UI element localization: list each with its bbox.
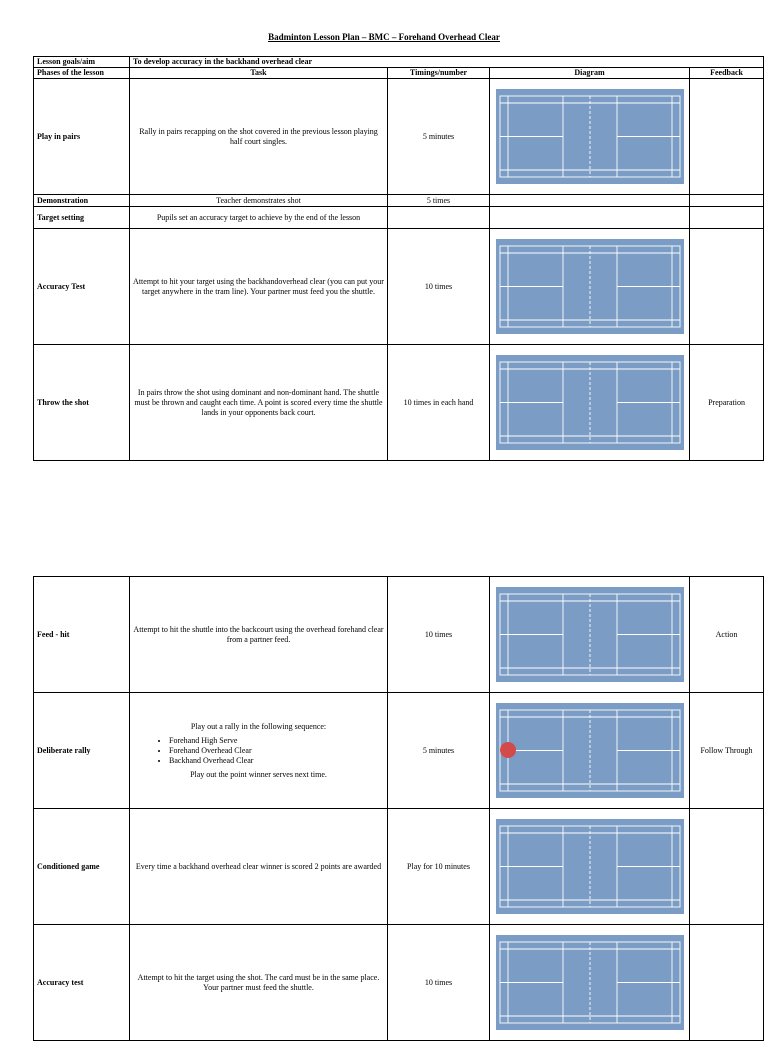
badminton-court-diagram <box>496 89 684 184</box>
task-cell: In pairs throw the shot using dominant and non-dominant hand. The shuttle must be thrown and caught each time. A point is scored every time the shuttle lands in your opponents back court. <box>130 345 388 461</box>
timing-cell: 5 times <box>388 195 490 207</box>
diagram-cell <box>490 577 690 693</box>
badminton-court-diagram <box>496 239 684 334</box>
feedback-cell <box>690 809 764 925</box>
task-cell: Attempt to hit the shuttle into the backcourt using the overhead forehand clear from a partner feed. <box>130 577 388 693</box>
phase-cell: Target setting <box>34 207 130 229</box>
feedback-cell: Action <box>690 577 764 693</box>
timing-cell: Play for 10 minutes <box>388 809 490 925</box>
sequence-outro: Play out the point winner serves next time. <box>190 769 327 779</box>
timing-cell: 10 times <box>388 925 490 1041</box>
task-cell: Attempt to hit your target using the backhandoverhead clear (you can put your target anywhere in the tram line). Your partner must feed you the shuttle. <box>130 229 388 345</box>
list-item: • Forehand Overhead Clear <box>169 746 384 756</box>
table-row <box>34 809 764 925</box>
diagram-cell <box>490 925 690 1041</box>
header-row <box>34 68 764 79</box>
diagram-cell <box>490 345 690 461</box>
task-cell: Pupils set an accuracy target to achieve by the end of the lesson <box>130 207 388 229</box>
feedback-cell <box>690 195 764 207</box>
feedback-cell <box>690 925 764 1041</box>
goals-label: Lesson goals/aim <box>34 57 130 68</box>
table-row <box>34 195 764 207</box>
task-cell: Teacher demonstrates shot <box>130 195 388 207</box>
page-title: Badminton Lesson Plan – BMC – Forehand Overhead Clear <box>268 32 500 42</box>
badminton-court-diagram <box>496 819 684 914</box>
lesson-plan-table-bottom <box>33 576 764 1041</box>
diagram-cell <box>490 693 690 809</box>
header-phase: Phases of the lesson <box>34 68 130 79</box>
diagram-cell <box>490 79 690 195</box>
table-row <box>34 207 764 229</box>
badminton-court-diagram <box>496 935 684 1030</box>
diagram-cell <box>490 229 690 345</box>
list-item: • Forehand High Serve <box>169 736 384 746</box>
badminton-court-diagram <box>496 355 684 450</box>
task-cell: Attempt to hit the target using the shot. The card must be in the same place. Your partner must feed the shuttle. <box>130 925 388 1041</box>
timing-cell: 5 minutes <box>388 693 490 809</box>
phase-cell: Feed - hit <box>34 577 130 693</box>
header-feedback: Feedback <box>690 68 764 79</box>
goals-row <box>34 57 764 68</box>
header-timing: Timings/number <box>388 68 490 79</box>
feedback-cell <box>690 229 764 345</box>
phase-cell: Play in pairs <box>34 79 130 195</box>
timing-cell: 10 times <box>388 577 490 693</box>
table-row <box>34 577 764 693</box>
phase-cell: Accuracy test <box>34 925 130 1041</box>
table-row <box>34 693 764 809</box>
diagram-cell <box>490 207 690 229</box>
header-diagram: Diagram <box>490 68 690 79</box>
timing-cell: 5 minutes <box>388 79 490 195</box>
phase-cell: Conditioned game <box>34 809 130 925</box>
badminton-court-diagram <box>496 587 684 682</box>
table-row <box>34 925 764 1041</box>
diagram-cell <box>490 809 690 925</box>
table-row <box>34 229 764 345</box>
task-cell <box>130 693 388 809</box>
header-task: Task <box>130 68 388 79</box>
diagram-cell <box>490 195 690 207</box>
timing-cell: 10 times <box>388 229 490 345</box>
table-row <box>34 345 764 461</box>
goals-value: To develop accuracy in the backhand overhead clear <box>130 57 764 68</box>
phase-cell: Demonstration <box>34 195 130 207</box>
sequence-list <box>169 736 384 766</box>
feedback-cell <box>690 207 764 229</box>
feedback-cell: Preparation <box>690 345 764 461</box>
list-item: • Backhand Overhead Clear <box>169 756 384 766</box>
sequence-intro: Play out a rally in the following sequence: <box>190 721 327 731</box>
player-position-marker <box>500 742 516 758</box>
phase-cell: Accuracy Test <box>34 229 130 345</box>
table-row <box>34 79 764 195</box>
task-cell: Rally in pairs recapping on the shot covered in the previous lesson playing half court singles. <box>130 79 388 195</box>
task-cell: Every time a backhand overhead clear winner is scored 2 points are awarded <box>130 809 388 925</box>
timing-cell: 10 times in each hand <box>388 345 490 461</box>
lesson-plan-table-top <box>33 56 764 461</box>
badminton-court-diagram <box>496 703 684 798</box>
timing-cell <box>388 207 490 229</box>
feedback-cell <box>690 79 764 195</box>
feedback-cell: Follow Through <box>690 693 764 809</box>
phase-cell: Throw the shot <box>34 345 130 461</box>
phase-cell: Deliberate rally <box>34 693 130 809</box>
